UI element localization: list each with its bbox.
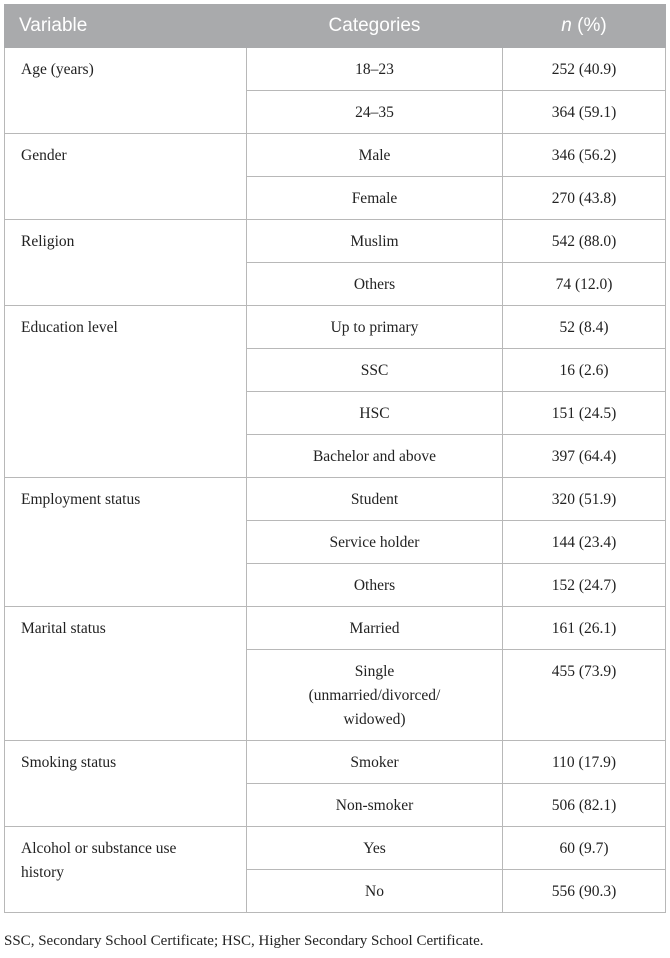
table-body xyxy=(5,48,666,913)
table-row xyxy=(5,478,666,521)
value-cell: 542 (88.0) xyxy=(503,220,666,263)
category-cell: Others xyxy=(247,263,503,306)
category-cell: HSC xyxy=(247,392,503,435)
value-cell: 144 (23.4) xyxy=(503,521,666,564)
value-cell: 364 (59.1) xyxy=(503,91,666,134)
value-cell: 455 (73.9) xyxy=(503,650,666,741)
table-row xyxy=(5,827,666,870)
value-cell: 397 (64.4) xyxy=(503,435,666,478)
variable-cell: Gender xyxy=(5,134,247,220)
category-cell: Muslim xyxy=(247,220,503,263)
variable-cell: Smoking status xyxy=(5,741,247,827)
value-cell: 110 (17.9) xyxy=(503,741,666,784)
value-cell: 16 (2.6) xyxy=(503,349,666,392)
category-cell: Bachelor and above xyxy=(247,435,503,478)
value-cell: 151 (24.5) xyxy=(503,392,666,435)
table-row xyxy=(5,306,666,349)
value-cell: 320 (51.9) xyxy=(503,478,666,521)
value-cell: 161 (26.1) xyxy=(503,607,666,650)
variable-cell: Education level xyxy=(5,306,247,478)
table-row xyxy=(5,48,666,91)
value-cell: 270 (43.8) xyxy=(503,177,666,220)
category-cell: Single (unmarried/divorced/ widowed) xyxy=(247,650,503,741)
value-cell: 506 (82.1) xyxy=(503,784,666,827)
table-row xyxy=(5,134,666,177)
value-cell: 346 (56.2) xyxy=(503,134,666,177)
header-row xyxy=(5,5,666,48)
category-cell: 24–35 xyxy=(247,91,503,134)
demographics-table xyxy=(4,4,666,913)
category-cell: Married xyxy=(247,607,503,650)
value-cell: 252 (40.9) xyxy=(503,48,666,91)
table-header xyxy=(5,5,666,48)
variable-cell: Age (years) xyxy=(5,48,247,134)
variable-cell: Marital status xyxy=(5,607,247,741)
variable-cell: Employment status xyxy=(5,478,247,607)
category-cell: Female xyxy=(247,177,503,220)
category-cell: Smoker xyxy=(247,741,503,784)
category-cell: Others xyxy=(247,564,503,607)
value-cell: 52 (8.4) xyxy=(503,306,666,349)
header-variable: Variable xyxy=(5,5,247,48)
header-percent: (%) xyxy=(571,15,607,36)
value-cell: 152 (24.7) xyxy=(503,564,666,607)
header-n-italic: n xyxy=(561,15,572,36)
category-cell: Up to primary xyxy=(247,306,503,349)
category-cell: No xyxy=(247,870,503,913)
category-cell: Service holder xyxy=(247,521,503,564)
category-cell: 18–23 xyxy=(247,48,503,91)
category-cell: Student xyxy=(247,478,503,521)
category-cell: Non-smoker xyxy=(247,784,503,827)
table-row xyxy=(5,220,666,263)
value-cell: 556 (90.3) xyxy=(503,870,666,913)
category-cell: SSC xyxy=(247,349,503,392)
variable-cell: Religion xyxy=(5,220,247,306)
value-cell: 60 (9.7) xyxy=(503,827,666,870)
header-n-percent xyxy=(503,5,666,48)
category-cell: Yes xyxy=(247,827,503,870)
table-row xyxy=(5,607,666,650)
value-cell: 74 (12.0) xyxy=(503,263,666,306)
table-row xyxy=(5,741,666,784)
table-footnote: SSC, Secondary School Certificate; HSC, Higher Secondary School Certificate. xyxy=(4,933,484,949)
header-categories: Categories xyxy=(247,5,503,48)
category-cell: Male xyxy=(247,134,503,177)
variable-cell: Alcohol or substance use history xyxy=(5,827,247,913)
